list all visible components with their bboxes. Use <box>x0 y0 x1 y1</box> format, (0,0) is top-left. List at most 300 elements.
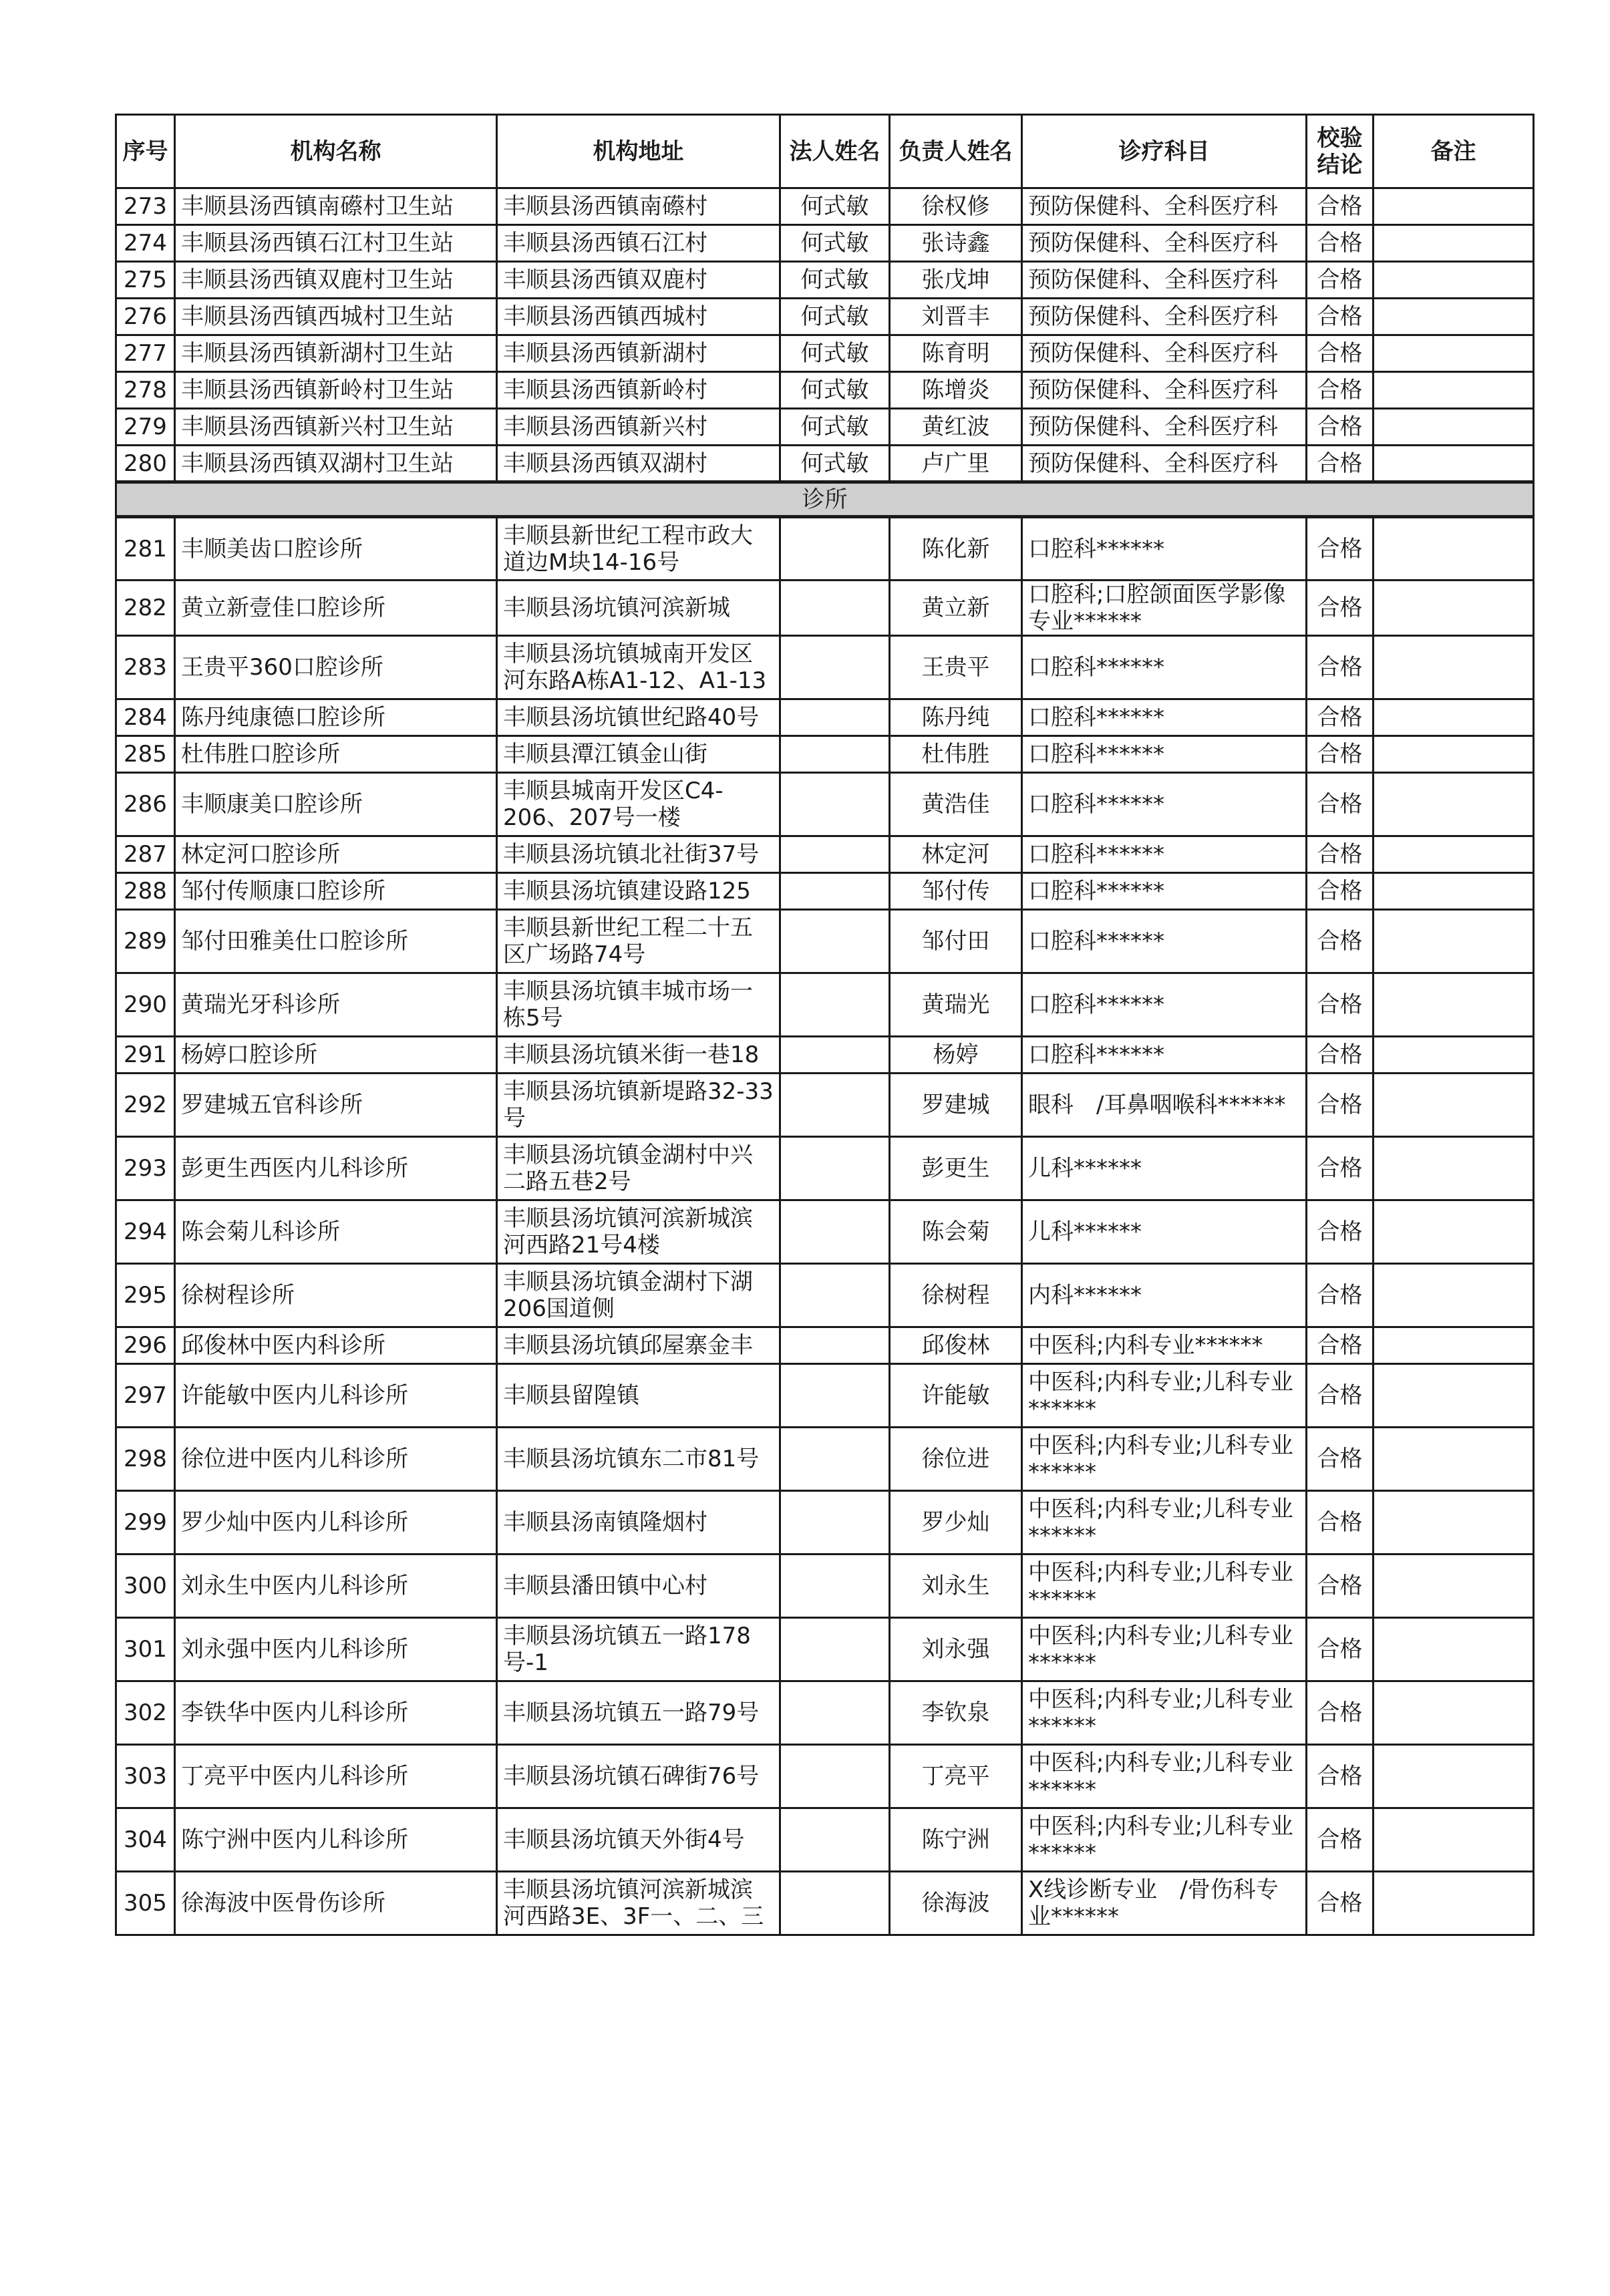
header-legal: 法人姓名 <box>780 115 890 188</box>
cell-remark <box>1374 188 1534 225</box>
cell-seq: 284 <box>116 699 175 736</box>
cell-name: 丰顺县汤西镇西城村卫生站 <box>175 299 497 335</box>
cell-remark <box>1374 299 1534 335</box>
cell-seq: 294 <box>116 1200 175 1264</box>
table-row <box>116 1554 1534 1618</box>
cell-remark <box>1374 1808 1534 1872</box>
cell-address: 丰顺县潘田镇中心村 <box>497 1554 780 1618</box>
cell-seq: 291 <box>116 1037 175 1074</box>
table-row <box>116 1491 1534 1554</box>
cell-legal <box>780 1074 890 1137</box>
cell-dept: 口腔科****** <box>1022 873 1307 910</box>
header-name: 机构名称 <box>175 115 497 188</box>
cell-dept: 预防保健科、全科医疗科 <box>1022 262 1307 299</box>
cell-legal <box>780 1491 890 1554</box>
cell-dept: 中医科;内科专业****** <box>1022 1327 1307 1364</box>
cell-address: 丰顺县汤西镇西城村 <box>497 299 780 335</box>
table-row <box>116 1264 1534 1327</box>
cell-head: 刘永强 <box>890 1618 1022 1681</box>
cell-dept: 中医科;内科专业;儿科专业****** <box>1022 1808 1307 1872</box>
cell-legal <box>780 910 890 973</box>
cell-dept: 预防保健科、全科医疗科 <box>1022 225 1307 262</box>
cell-legal <box>780 1428 890 1491</box>
cell-name: 陈丹纯康德口腔诊所 <box>175 699 497 736</box>
cell-head: 黄浩佳 <box>890 773 1022 836</box>
table-row <box>116 262 1534 299</box>
cell-head: 罗建城 <box>890 1074 1022 1137</box>
cell-check: 合格 <box>1307 409 1374 446</box>
cell-legal: 何式敏 <box>780 372 890 409</box>
cell-address: 丰顺县汤西镇双湖村 <box>497 446 780 482</box>
cell-remark <box>1374 335 1534 372</box>
section-title: 诊所 <box>116 482 1534 517</box>
cell-legal <box>780 517 890 581</box>
cell-address: 丰顺县城南开发区C4-206、207号一楼 <box>497 773 780 836</box>
cell-seq: 299 <box>116 1491 175 1554</box>
section-group <box>116 482 1534 517</box>
cell-dept: 口腔科****** <box>1022 517 1307 581</box>
table-row <box>116 636 1534 699</box>
cell-name: 黄瑞光牙科诊所 <box>175 973 497 1037</box>
cell-dept: 预防保健科、全科医疗科 <box>1022 299 1307 335</box>
header-head: 负责人姓名 <box>890 115 1022 188</box>
cell-name: 杨婷口腔诊所 <box>175 1037 497 1074</box>
cell-name: 邹付田雅美仕口腔诊所 <box>175 910 497 973</box>
cell-check: 合格 <box>1307 1491 1374 1554</box>
cell-check: 合格 <box>1307 1074 1374 1137</box>
cell-seq: 303 <box>116 1745 175 1808</box>
cell-seq: 292 <box>116 1074 175 1137</box>
cell-head: 徐树程 <box>890 1264 1022 1327</box>
cell-remark <box>1374 699 1534 736</box>
cell-dept: 口腔科****** <box>1022 773 1307 836</box>
cell-legal <box>780 1137 890 1200</box>
cell-name: 丰顺康美口腔诊所 <box>175 773 497 836</box>
table-row <box>116 581 1534 636</box>
cell-address: 丰顺县汤坑镇丰城市场一栋5号 <box>497 973 780 1037</box>
header-remark: 备注 <box>1374 115 1534 188</box>
cell-seq: 290 <box>116 973 175 1037</box>
cell-dept: 内科****** <box>1022 1264 1307 1327</box>
cell-check: 合格 <box>1307 517 1374 581</box>
cell-head: 邹付田 <box>890 910 1022 973</box>
header-seq: 序号 <box>116 115 175 188</box>
cell-legal <box>780 1037 890 1074</box>
cell-check: 合格 <box>1307 225 1374 262</box>
cell-dept: 中医科;内科专业;儿科专业****** <box>1022 1491 1307 1554</box>
cell-name: 许能敏中医内儿科诊所 <box>175 1364 497 1428</box>
cell-head: 杜伟胜 <box>890 736 1022 773</box>
cell-legal <box>780 1554 890 1618</box>
cell-dept: 中医科;内科专业;儿科专业****** <box>1022 1745 1307 1808</box>
cell-seq: 275 <box>116 262 175 299</box>
cell-seq: 301 <box>116 1618 175 1681</box>
cell-name: 罗少灿中医内儿科诊所 <box>175 1491 497 1554</box>
cell-remark <box>1374 873 1534 910</box>
cell-address: 丰顺县汤坑镇世纪路40号 <box>497 699 780 736</box>
table-row <box>116 372 1534 409</box>
header-dept: 诊疗科目 <box>1022 115 1307 188</box>
cell-remark <box>1374 736 1534 773</box>
cell-name: 邱俊林中医内科诊所 <box>175 1327 497 1364</box>
cell-check: 合格 <box>1307 699 1374 736</box>
cell-head: 邱俊林 <box>890 1327 1022 1364</box>
cell-name: 徐位进中医内儿科诊所 <box>175 1428 497 1491</box>
cell-remark <box>1374 1618 1534 1681</box>
table-row <box>116 910 1534 973</box>
cell-dept: 预防保健科、全科医疗科 <box>1022 335 1307 372</box>
cell-legal <box>780 1264 890 1327</box>
cell-name: 丰顺美齿口腔诊所 <box>175 517 497 581</box>
cell-check: 合格 <box>1307 1327 1374 1364</box>
cell-legal: 何式敏 <box>780 188 890 225</box>
cell-dept: 中医科;内科专业;儿科专业****** <box>1022 1364 1307 1428</box>
cell-check: 合格 <box>1307 836 1374 873</box>
cell-head: 卢广里 <box>890 446 1022 482</box>
cell-address: 丰顺县汤西镇双鹿村 <box>497 262 780 299</box>
cell-dept: 预防保健科、全科医疗科 <box>1022 446 1307 482</box>
cell-check: 合格 <box>1307 372 1374 409</box>
cell-seq: 287 <box>116 836 175 873</box>
table-row <box>116 773 1534 836</box>
cell-check: 合格 <box>1307 1428 1374 1491</box>
table-row <box>116 446 1534 482</box>
cell-dept: 预防保健科、全科医疗科 <box>1022 372 1307 409</box>
cell-head: 张诗鑫 <box>890 225 1022 262</box>
cell-legal: 何式敏 <box>780 262 890 299</box>
cell-head: 陈宁洲 <box>890 1808 1022 1872</box>
cell-head: 黄瑞光 <box>890 973 1022 1037</box>
cell-remark <box>1374 1264 1534 1327</box>
cell-name: 丁亮平中医内儿科诊所 <box>175 1745 497 1808</box>
cell-dept: 儿科****** <box>1022 1200 1307 1264</box>
cell-seq: 277 <box>116 335 175 372</box>
cell-legal <box>780 1618 890 1681</box>
table-row <box>116 1074 1534 1137</box>
cell-remark <box>1374 1074 1534 1137</box>
cell-remark <box>1374 262 1534 299</box>
cell-remark <box>1374 1745 1534 1808</box>
cell-check: 合格 <box>1307 910 1374 973</box>
table-row <box>116 836 1534 873</box>
cell-legal: 何式敏 <box>780 225 890 262</box>
cell-legal <box>780 1745 890 1808</box>
cell-seq: 274 <box>116 225 175 262</box>
cell-legal <box>780 1200 890 1264</box>
cell-head: 陈化新 <box>890 517 1022 581</box>
cell-head: 陈增炎 <box>890 372 1022 409</box>
cell-remark <box>1374 1364 1534 1428</box>
cell-dept: X线诊断专业 /骨伤科专业****** <box>1022 1872 1307 1935</box>
cell-check: 合格 <box>1307 1745 1374 1808</box>
cell-address: 丰顺县新世纪工程二十五区广场路74号 <box>497 910 780 973</box>
table-row <box>116 1872 1534 1935</box>
table-row <box>116 409 1534 446</box>
cell-head: 陈育明 <box>890 335 1022 372</box>
cell-check: 合格 <box>1307 581 1374 636</box>
table-row <box>116 973 1534 1037</box>
cell-remark <box>1374 973 1534 1037</box>
cell-seq: 283 <box>116 636 175 699</box>
cell-head: 王贵平 <box>890 636 1022 699</box>
cell-seq: 273 <box>116 188 175 225</box>
cell-check: 合格 <box>1307 262 1374 299</box>
cell-address: 丰顺县汤坑镇河滨新城 <box>497 581 780 636</box>
cell-address: 丰顺县汤坑镇河滨新城滨河西路3E、3F一、二、三 <box>497 1872 780 1935</box>
cell-legal <box>780 773 890 836</box>
cell-dept: 预防保健科、全科医疗科 <box>1022 409 1307 446</box>
cell-remark <box>1374 1554 1534 1618</box>
cell-remark <box>1374 1428 1534 1491</box>
cell-name: 王贵平360口腔诊所 <box>175 636 497 699</box>
table-row <box>116 225 1534 262</box>
cell-seq: 280 <box>116 446 175 482</box>
cell-address: 丰顺县新世纪工程市政大道边M块14-16号 <box>497 517 780 581</box>
cell-address: 丰顺县汤坑镇金湖村中兴二路五巷2号 <box>497 1137 780 1200</box>
health-station-rows <box>116 188 1534 482</box>
table-row <box>116 1364 1534 1428</box>
cell-dept: 口腔科****** <box>1022 973 1307 1037</box>
table-row <box>116 736 1534 773</box>
cell-address: 丰顺县汤坑镇城南开发区河东路A栋A1-12、A1-13 <box>497 636 780 699</box>
cell-check: 合格 <box>1307 1137 1374 1200</box>
cell-seq: 282 <box>116 581 175 636</box>
cell-name: 彭更生西医内儿科诊所 <box>175 1137 497 1200</box>
cell-name: 李铁华中医内儿科诊所 <box>175 1681 497 1745</box>
cell-name: 刘永生中医内儿科诊所 <box>175 1554 497 1618</box>
cell-address: 丰顺县汤坑镇五一路178号-1 <box>497 1618 780 1681</box>
cell-dept: 眼科 /耳鼻咽喉科****** <box>1022 1074 1307 1137</box>
cell-legal: 何式敏 <box>780 299 890 335</box>
table-row <box>116 1327 1534 1364</box>
cell-head: 黄红波 <box>890 409 1022 446</box>
cell-seq: 296 <box>116 1327 175 1364</box>
cell-name: 黄立新壹佳口腔诊所 <box>175 581 497 636</box>
cell-check: 合格 <box>1307 188 1374 225</box>
cell-legal <box>780 1808 890 1872</box>
cell-check: 合格 <box>1307 1200 1374 1264</box>
cell-dept: 口腔科****** <box>1022 910 1307 973</box>
clinic-rows <box>116 517 1534 1935</box>
cell-check: 合格 <box>1307 1037 1374 1074</box>
cell-name: 徐树程诊所 <box>175 1264 497 1327</box>
cell-dept: 口腔科;口腔颌面医学影像专业****** <box>1022 581 1307 636</box>
cell-legal <box>780 836 890 873</box>
cell-check: 合格 <box>1307 1364 1374 1428</box>
cell-dept: 口腔科****** <box>1022 736 1307 773</box>
cell-legal: 何式敏 <box>780 409 890 446</box>
cell-seq: 297 <box>116 1364 175 1428</box>
cell-head: 许能敏 <box>890 1364 1022 1428</box>
cell-head: 邹付传 <box>890 873 1022 910</box>
cell-name: 徐海波中医骨伤诊所 <box>175 1872 497 1935</box>
cell-head: 杨婷 <box>890 1037 1022 1074</box>
cell-head: 徐权修 <box>890 188 1022 225</box>
cell-address: 丰顺县汤西镇新岭村 <box>497 372 780 409</box>
cell-legal <box>780 1364 890 1428</box>
cell-name: 丰顺县汤西镇双湖村卫生站 <box>175 446 497 482</box>
cell-seq: 298 <box>116 1428 175 1491</box>
cell-head: 刘晋丰 <box>890 299 1022 335</box>
cell-legal <box>780 973 890 1037</box>
cell-seq: 288 <box>116 873 175 910</box>
cell-seq: 281 <box>116 517 175 581</box>
cell-check: 合格 <box>1307 1808 1374 1872</box>
cell-remark <box>1374 1327 1534 1364</box>
cell-address: 丰顺县汤坑镇新堤路32-33号 <box>497 1074 780 1137</box>
cell-seq: 289 <box>116 910 175 973</box>
cell-dept: 儿科****** <box>1022 1137 1307 1200</box>
cell-dept: 预防保健科、全科医疗科 <box>1022 188 1307 225</box>
cell-remark <box>1374 1037 1534 1074</box>
table-row <box>116 188 1534 225</box>
cell-remark <box>1374 225 1534 262</box>
cell-remark <box>1374 1681 1534 1745</box>
cell-remark <box>1374 910 1534 973</box>
cell-head: 林定河 <box>890 836 1022 873</box>
cell-legal <box>780 736 890 773</box>
table-row <box>116 1618 1534 1681</box>
cell-seq: 279 <box>116 409 175 446</box>
cell-dept: 口腔科****** <box>1022 636 1307 699</box>
cell-check: 合格 <box>1307 1681 1374 1745</box>
cell-address: 丰顺县汤南镇隆烟村 <box>497 1491 780 1554</box>
cell-head: 李钦泉 <box>890 1681 1022 1745</box>
cell-remark <box>1374 409 1534 446</box>
cell-address: 丰顺县汤坑镇金湖村下湖206国道侧 <box>497 1264 780 1327</box>
cell-seq: 302 <box>116 1681 175 1745</box>
cell-head: 徐位进 <box>890 1428 1022 1491</box>
cell-remark <box>1374 446 1534 482</box>
cell-head: 丁亮平 <box>890 1745 1022 1808</box>
table-row <box>116 299 1534 335</box>
cell-legal <box>780 636 890 699</box>
cell-remark <box>1374 1491 1534 1554</box>
table-row <box>116 1037 1534 1074</box>
table-header-row <box>116 115 1534 188</box>
cell-head: 罗少灿 <box>890 1491 1022 1554</box>
section-row <box>116 482 1534 517</box>
cell-seq: 304 <box>116 1808 175 1872</box>
cell-address: 丰顺县汤坑镇建设路125 <box>497 873 780 910</box>
cell-legal <box>780 581 890 636</box>
cell-check: 合格 <box>1307 636 1374 699</box>
cell-check: 合格 <box>1307 299 1374 335</box>
cell-legal: 何式敏 <box>780 335 890 372</box>
cell-name: 陈会菊儿科诊所 <box>175 1200 497 1264</box>
cell-legal <box>780 699 890 736</box>
cell-address: 丰顺县汤西镇新湖村 <box>497 335 780 372</box>
cell-remark <box>1374 1137 1534 1200</box>
cell-dept: 口腔科****** <box>1022 699 1307 736</box>
table-row <box>116 1428 1534 1491</box>
cell-address: 丰顺县汤坑镇五一路79号 <box>497 1681 780 1745</box>
cell-legal <box>780 1681 890 1745</box>
cell-address: 丰顺县汤坑镇邱屋寨金丰 <box>497 1327 780 1364</box>
cell-seq: 305 <box>116 1872 175 1935</box>
cell-name: 丰顺县汤西镇双鹿村卫生站 <box>175 262 497 299</box>
cell-check: 合格 <box>1307 773 1374 836</box>
table-row <box>116 517 1534 581</box>
cell-name: 丰顺县汤西镇石江村卫生站 <box>175 225 497 262</box>
cell-check: 合格 <box>1307 736 1374 773</box>
cell-address: 丰顺县汤坑镇北社街37号 <box>497 836 780 873</box>
cell-head: 陈会菊 <box>890 1200 1022 1264</box>
cell-remark <box>1374 1200 1534 1264</box>
cell-seq: 286 <box>116 773 175 836</box>
cell-remark <box>1374 836 1534 873</box>
cell-address: 丰顺县留隍镇 <box>497 1364 780 1428</box>
cell-dept: 口腔科****** <box>1022 1037 1307 1074</box>
cell-name: 丰顺县汤西镇新兴村卫生站 <box>175 409 497 446</box>
cell-seq: 295 <box>116 1264 175 1327</box>
cell-address: 丰顺县汤坑镇天外街4号 <box>497 1808 780 1872</box>
cell-seq: 300 <box>116 1554 175 1618</box>
cell-address: 丰顺县汤西镇石江村 <box>497 225 780 262</box>
cell-check: 合格 <box>1307 446 1374 482</box>
cell-name: 邹付传顺康口腔诊所 <box>175 873 497 910</box>
cell-seq: 276 <box>116 299 175 335</box>
table-row <box>116 1808 1534 1872</box>
cell-name: 丰顺县汤西镇新岭村卫生站 <box>175 372 497 409</box>
cell-name: 丰顺县汤西镇新湖村卫生站 <box>175 335 497 372</box>
table-row <box>116 699 1534 736</box>
cell-head: 彭更生 <box>890 1137 1022 1200</box>
cell-remark <box>1374 517 1534 581</box>
cell-head: 黄立新 <box>890 581 1022 636</box>
registry-table-container <box>115 114 1533 1936</box>
table-row <box>116 873 1534 910</box>
cell-check: 合格 <box>1307 1264 1374 1327</box>
cell-name: 罗建城五官科诊所 <box>175 1074 497 1137</box>
table-row <box>116 335 1534 372</box>
cell-legal <box>780 873 890 910</box>
registry-table <box>115 114 1535 1936</box>
cell-check: 合格 <box>1307 1618 1374 1681</box>
cell-seq: 278 <box>116 372 175 409</box>
cell-dept: 中医科;内科专业;儿科专业****** <box>1022 1618 1307 1681</box>
cell-name: 刘永强中医内儿科诊所 <box>175 1618 497 1681</box>
cell-remark <box>1374 581 1534 636</box>
table-row <box>116 1137 1534 1200</box>
cell-head: 张戊坤 <box>890 262 1022 299</box>
cell-name: 杜伟胜口腔诊所 <box>175 736 497 773</box>
cell-address: 丰顺县汤坑镇石碑街76号 <box>497 1745 780 1808</box>
cell-remark <box>1374 773 1534 836</box>
cell-check: 合格 <box>1307 335 1374 372</box>
table-row <box>116 1745 1534 1808</box>
cell-legal <box>780 1327 890 1364</box>
cell-check: 合格 <box>1307 973 1374 1037</box>
cell-address: 丰顺县汤坑镇东二市81号 <box>497 1428 780 1491</box>
cell-address: 丰顺县汤坑镇米街一巷18 <box>497 1037 780 1074</box>
table-row <box>116 1200 1534 1264</box>
cell-dept: 口腔科****** <box>1022 836 1307 873</box>
cell-name: 林定河口腔诊所 <box>175 836 497 873</box>
cell-address: 丰顺县汤西镇新兴村 <box>497 409 780 446</box>
cell-head: 刘永生 <box>890 1554 1022 1618</box>
header-check: 校验结论 <box>1307 115 1374 188</box>
cell-address: 丰顺县汤坑镇河滨新城滨河西路21号4楼 <box>497 1200 780 1264</box>
cell-remark <box>1374 636 1534 699</box>
header-address: 机构地址 <box>497 115 780 188</box>
cell-dept: 中医科;内科专业;儿科专业****** <box>1022 1428 1307 1491</box>
cell-seq: 293 <box>116 1137 175 1200</box>
cell-head: 陈丹纯 <box>890 699 1022 736</box>
cell-address: 丰顺县潭江镇金山街 <box>497 736 780 773</box>
cell-check: 合格 <box>1307 873 1374 910</box>
cell-head: 徐海波 <box>890 1872 1022 1935</box>
